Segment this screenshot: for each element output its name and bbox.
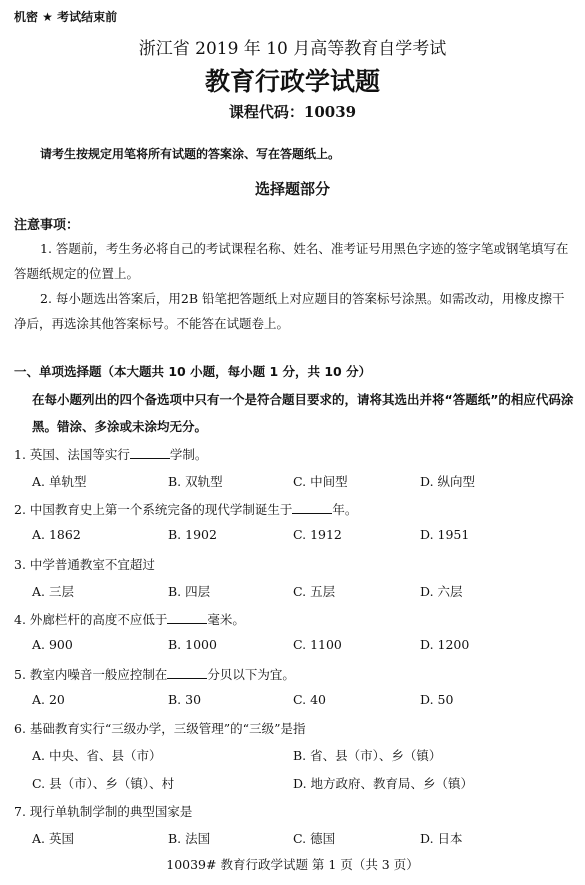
q5-option-b: B. 30 <box>168 692 202 707</box>
answer-blank <box>292 501 332 514</box>
q7-option-d: D. 日本 <box>420 831 463 846</box>
note-item-2: 2. 每小题选出答案后，用2B 铅笔把答题纸上对应题目的答案标号涂黑。如需改动，用橡皮擦干净后，再选涂其他答案标号。不能答在试题卷上。 <box>14 291 565 331</box>
q6-option-b: B. 省、县（市）、乡（镇） <box>293 748 442 763</box>
question-6-stem: 6. 基础教育实行“三级办学，三级管理”的“三级”是指 <box>14 721 306 736</box>
q5-option-a: A. 20 <box>32 692 65 707</box>
q2-option-b: B. 1902 <box>168 527 217 542</box>
question-4 <box>14 610 245 628</box>
question-2-stem: 2. 中国教育史上第一个系统完备的现代学制诞生于 <box>14 502 293 517</box>
q6-option-a: A. 中央、省、县（市） <box>32 748 162 763</box>
part-title: 选择题部分 <box>254 180 330 198</box>
question-3 <box>14 555 155 573</box>
q1-option-c: C. 中间型 <box>293 474 348 489</box>
question-1 <box>14 445 207 463</box>
q7-option-c: C. 德国 <box>293 831 336 846</box>
q6-option-d: D. 地方政府、教育局、乡（镇） <box>293 776 474 791</box>
section-heading: 一、单项选择题（本大题共 10 小题，每小题 1 分，共 10 分） <box>14 364 372 379</box>
question-6 <box>14 719 305 737</box>
q3-option-c: C. 五层 <box>293 584 336 599</box>
q7-option-a: A. 英国 <box>32 831 74 846</box>
course-code: 课程代码：10039 <box>228 103 357 121</box>
q2-option-a: A. 1862 <box>32 527 81 542</box>
question-3-stem: 3. 中学普通教室不宜超过 <box>14 557 155 572</box>
notes-heading: 注意事项： <box>14 218 80 233</box>
subject-title: 教育行政学试题 <box>204 67 380 96</box>
q4-option-d: D. 1200 <box>420 637 470 652</box>
q5-option-d: D. 50 <box>420 692 454 707</box>
q6-option-c: C. 县（市）、乡（镇）、村 <box>32 776 175 791</box>
question-7-stem: 7. 现行单轨制学制的典型国家是 <box>14 804 193 819</box>
question-5 <box>14 665 295 683</box>
q1-option-b: B. 双轨型 <box>168 474 223 489</box>
section-description: 在每小题列出的四个备选项中只有一个是符合题目要求的，请将其选出并将“答题纸”的相应代码涂黑。错涂、多涂或未涂均无分。 <box>32 392 574 434</box>
q2-option-c: C. 1912 <box>293 527 342 542</box>
note-item-1: 1. 答题前，考生务必将自己的考试课程名称、姓名、准考证号用黑色字迹的签字笔或钢笔填写在答题纸规定的位置上。 <box>14 241 569 281</box>
confidential-label: 机密 ★ 考试结束前 <box>14 10 118 24</box>
q1-option-d: D. 纵向型 <box>420 474 476 489</box>
q3-option-b: B. 四层 <box>168 584 211 599</box>
question-2-tail: 年。 <box>332 502 358 517</box>
q4-option-b: B. 1000 <box>168 637 217 652</box>
answer-blank <box>167 611 207 624</box>
q4-option-a: A. 900 <box>32 637 73 652</box>
question-1-stem: 1. 英国、法国等实行 <box>14 447 130 462</box>
question-7 <box>14 802 192 820</box>
question-4-tail: 毫米。 <box>207 612 245 627</box>
answer-blank <box>130 446 170 459</box>
q7-option-b: B. 法国 <box>168 831 211 846</box>
page-footer: 10039# 教育行政学试题 第 1 页（共 3 页） <box>166 857 419 872</box>
exam-title: 浙江省 2019 年 10 月高等教育自学考试 <box>138 39 447 59</box>
question-2 <box>14 500 357 518</box>
q3-option-d: D. 六层 <box>420 584 463 599</box>
question-1-tail: 学制。 <box>169 447 208 462</box>
question-5-tail: 分贝以下为宜。 <box>207 667 295 682</box>
q5-option-c: C. 40 <box>293 692 326 707</box>
q1-option-a: A. 单轨型 <box>32 474 87 489</box>
question-4-stem: 4. 外廊栏杆的高度不应低于 <box>14 612 168 627</box>
answer-instruction: 请考生按规定用笔将所有试题的答案涂、写在答题纸上。 <box>40 147 341 161</box>
question-5-stem: 5. 教室内噪音一般应控制在 <box>14 667 168 682</box>
answer-blank <box>167 666 207 679</box>
q2-option-d: D. 1951 <box>420 527 470 542</box>
q3-option-a: A. 三层 <box>32 584 74 599</box>
q4-option-c: C. 1100 <box>293 637 342 652</box>
